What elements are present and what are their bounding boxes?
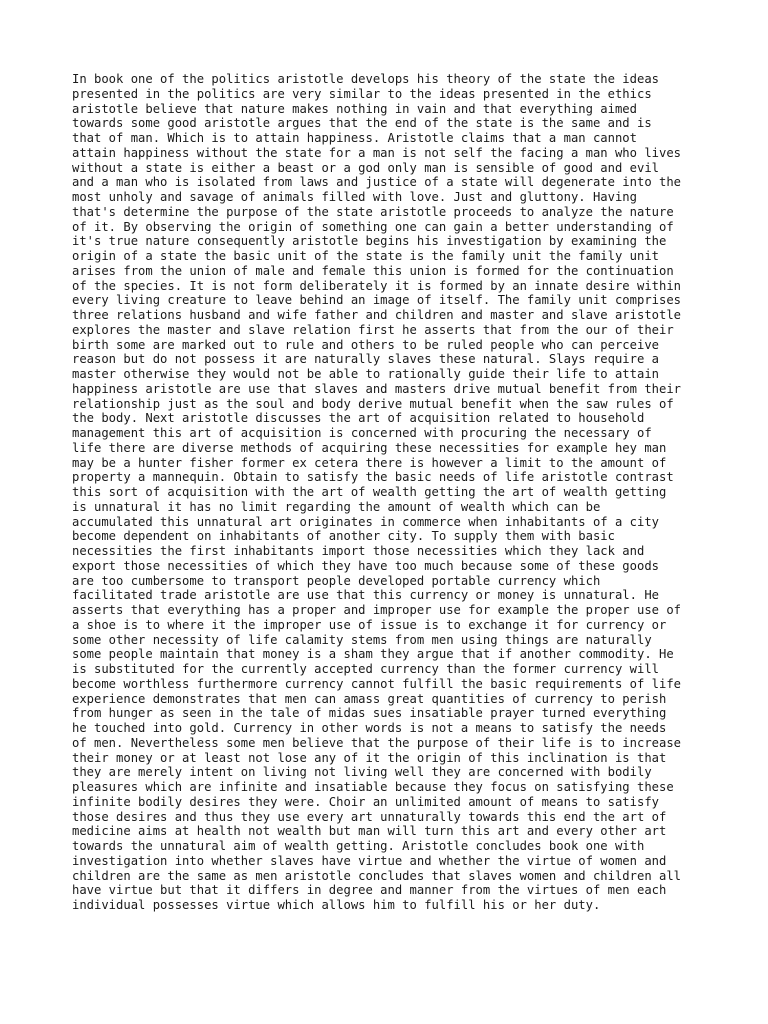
- text-line: investigation into whether slaves have virtue and whether the virtue of women and: [72, 853, 667, 868]
- text-line: every living creature to leave behind an image of itself. The family unit comprises: [72, 293, 682, 308]
- text-line: this sort of acquisition with the art of wealth getting the art of wealth getting: [72, 485, 667, 499]
- text-line: some people maintain that money is a sham they argue that if another commodity. He: [72, 647, 674, 662]
- text-line: In book one of the politics aristotle develops his theory of the state the ideas: [72, 72, 659, 86]
- text-line: the body. Next aristotle discusses the art of acquisition related to household: [72, 411, 645, 426]
- text-line: necessities the first inhabitants import those necessities which they lack and: [72, 544, 645, 558]
- text-line: most unholy and savage of animals filled with love. Just and gluttony. Having: [72, 190, 637, 204]
- text-line: become dependent on inhabitants of another city. To supply them with basic: [72, 529, 615, 544]
- text-line: explores the master and slave relation first he asserts that from the our of their: [72, 322, 674, 337]
- text-line: reason but do not possess it are naturally slaves these natural. Slays require a: [72, 352, 659, 367]
- text-line: some other necessity of life calamity stems from men using things are naturally: [72, 632, 652, 647]
- text-line: accumulated this unnatural art originates in commerce when inhabitants of a city: [72, 514, 659, 529]
- text-line: that of man. Which is to attain happiness. Aristotle claims that a man cannot: [72, 131, 637, 145]
- text-line: are too cumbersome to transport people developed portable currency which: [72, 573, 601, 588]
- text-line: those desires and thus they use every art unnaturally towards this end the art of: [72, 809, 667, 824]
- text-line: arises from the union of male and female this union is formed for the continuation: [72, 263, 674, 278]
- text-line: it's true nature consequently aristotle begins his investigation by examining the: [72, 234, 667, 249]
- text-line: master otherwise they would not be able to rationally guide their life to attain: [72, 367, 659, 381]
- text-line: become worthless furthermore currency cannot fulfill the basic requirements of life: [72, 676, 682, 691]
- text-line: aristotle believe that nature makes nothing in vain and that everything aimed: [72, 101, 637, 116]
- text-line: and a man who is isolated from laws and justice of a state will degenerate into the: [72, 175, 682, 190]
- text-line: individual possesses virtue which allows him to fulfill his or her duty.: [72, 898, 601, 912]
- text-line: facilitated trade aristotle are use that this currency or money is unnatural. He: [72, 588, 659, 603]
- text-line: they are merely intent on living not living well they are concerned with bodily: [72, 765, 652, 780]
- text-line: that's determine the purpose of the state aristotle proceeds to analyze the nature: [72, 204, 674, 219]
- text-line: is substituted for the currently accepted currency than the former currency will: [72, 662, 659, 676]
- text-line: towards the unnatural aim of wealth getting. Aristotle concludes book one with: [72, 839, 645, 853]
- text-line: towards some good aristotle argues that the end of the state is the same and is: [72, 116, 652, 131]
- text-line: export those necessities of which they have too much because some of these goods: [72, 558, 659, 573]
- text-line: attain happiness without the state for a man is not self the facing a man who lives: [72, 145, 682, 160]
- text-line: presented in the politics are very similar to the ideas presented in the ethics: [72, 86, 652, 101]
- text-line: a shoe is to where it the improper use of issue is to exchange it for currency or: [72, 617, 667, 632]
- text-line: birth some are marked out to rule and others to be ruled people who can perceive: [72, 337, 659, 352]
- text-line: he touched into gold. Currency in other words is not a means to satisfy the needs: [72, 721, 667, 735]
- text-line: without a state is either a beast or a god only man is sensible of good and evil: [72, 160, 659, 175]
- text-line: their money or at least not lose any of it the origin of this inclination is that: [72, 750, 667, 765]
- text-line: may be a hunter fisher former ex cetera there is however a limit to the amount of: [72, 455, 667, 470]
- body-text: [72, 72, 712, 913]
- text-line: experience demonstrates that men can amass great quantities of currency to perish: [72, 691, 667, 706]
- text-line: pleasures which are infinite and insatiable because they focus on satisfying these: [72, 780, 674, 794]
- text-line: children are the same as men aristotle concludes that slaves women and children all: [72, 868, 682, 883]
- text-line: origin of a state the basic unit of the state is the family unit the family unit: [72, 249, 659, 263]
- text-line: relationship just as the soul and body derive mutual benefit when the saw rules of: [72, 396, 674, 411]
- text-line: is unnatural it has no limit regarding the amount of wealth which can be: [72, 499, 601, 514]
- text-line: medicine aims at health not wealth but man will turn this art and every other art: [72, 824, 667, 839]
- text-line: from hunger as seen in the tale of midas sues insatiable prayer turned everything: [72, 706, 667, 721]
- text-line: of it. By observing the origin of something one can gain a better understanding of: [72, 219, 674, 234]
- text-line: have virtue but that it differs in degree and manner from the virtues of men each: [72, 883, 667, 898]
- text-line: happiness aristotle are use that slaves and masters drive mutual benefit from their: [72, 381, 682, 396]
- text-line: infinite bodily desires they were. Choir an unlimited amount of means to satisfy: [72, 794, 659, 809]
- text-line: of the species. It is not form deliberately it is formed by an innate desire within: [72, 278, 682, 293]
- text-line: asserts that everything has a proper and improper use for example the proper use of: [72, 603, 682, 617]
- text-line: life there are diverse methods of acquiring these necessities for example hey man: [72, 440, 667, 455]
- text-line: management this art of acquisition is concerned with procuring the necessary of: [72, 426, 652, 440]
- text-line: property a mannequin. Obtain to satisfy the basic needs of life aristotle contrast: [72, 470, 674, 485]
- text-line: of men. Nevertheless some men believe that the purpose of their life is to increase: [72, 735, 682, 750]
- text-line: three relations husband and wife father and children and master and slave aristotle: [72, 308, 682, 322]
